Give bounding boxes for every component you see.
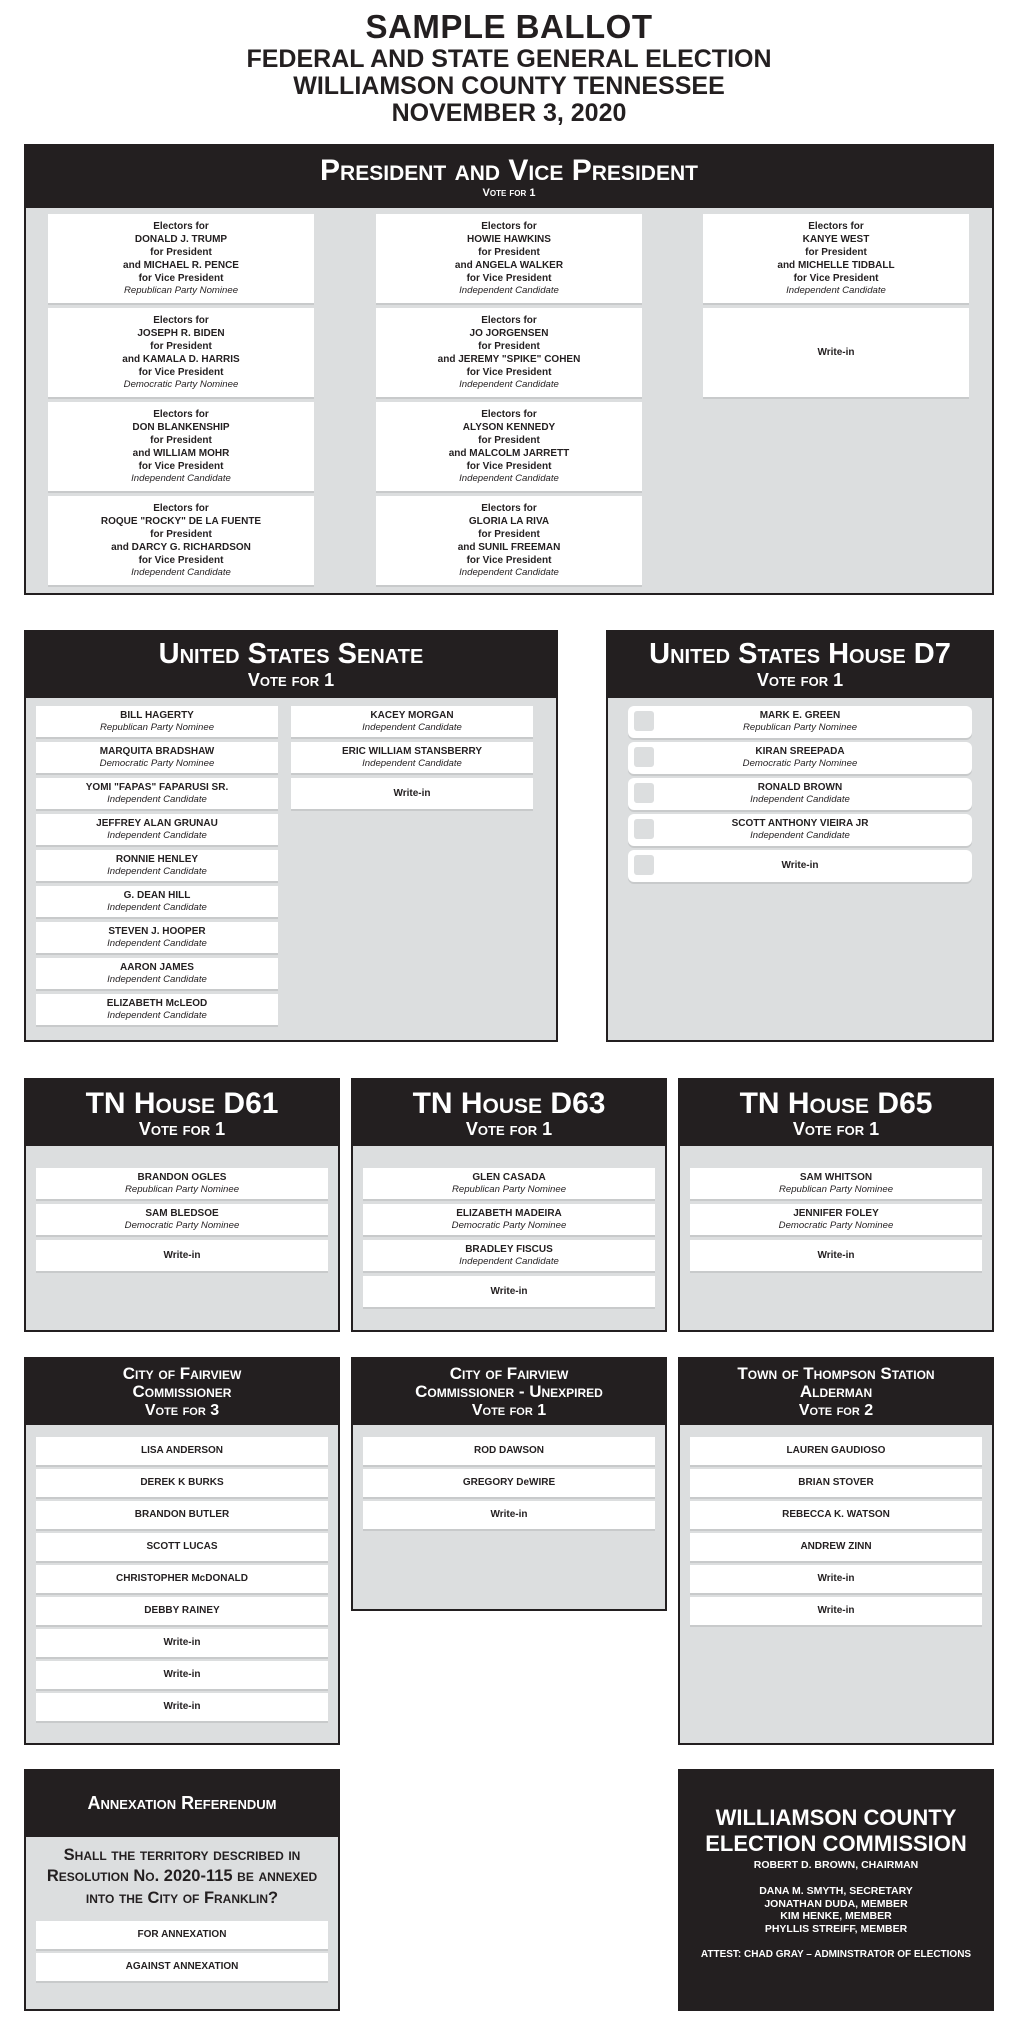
elector-line: for Vice President: [466, 272, 552, 284]
candidate-option[interactable]: [36, 1204, 328, 1235]
write-in-label: Write-in: [817, 1249, 855, 1261]
elector-option[interactable]: [703, 214, 969, 303]
house-d7-header: [608, 632, 992, 698]
elector-candidate-name: DONALD J. TRUMP: [134, 233, 228, 245]
thompson-title-2: Alderman: [799, 1382, 873, 1402]
thompson-station-race: [678, 1357, 994, 1745]
tn-d63-title: TN House D63: [412, 1086, 606, 1120]
candidate-name: DEREK K BURKS: [140, 1477, 224, 1489]
elector-line: for President: [150, 340, 212, 352]
candidate-option[interactable]: [36, 1565, 328, 1593]
elector-option[interactable]: [48, 308, 314, 397]
checkbox[interactable]: [634, 711, 654, 731]
referendum-option-label: AGAINST ANNEXATION: [125, 1961, 239, 1973]
candidate-party: Independent Candidate: [786, 284, 886, 296]
candidate-name: AARON JAMES: [120, 961, 194, 973]
fairview-comm-title-1: City of Fairview: [122, 1363, 242, 1383]
candidate-party: Independent Candidate: [107, 865, 207, 877]
commission-member: JONATHAN DUDA, MEMBER: [764, 1897, 908, 1910]
elector-line: Electors for: [481, 314, 537, 326]
write-in-label: Write-in: [163, 1701, 201, 1713]
elector-option[interactable]: [376, 214, 642, 303]
elector-line: Electors for: [481, 220, 537, 232]
write-in-option[interactable]: [703, 308, 969, 397]
candidate-name: GREGORY DeWIRE: [462, 1477, 556, 1489]
tn-d65-vote-for: Vote for 1: [792, 1118, 880, 1139]
write-in-label: Write-in: [163, 1637, 201, 1649]
candidate-option[interactable]: [36, 958, 278, 989]
fairview-unexpired-race: [351, 1357, 667, 1611]
write-in-option[interactable]: [690, 1597, 982, 1625]
candidate-name: G. DEAN HILL: [123, 889, 191, 901]
write-in-option[interactable]: [690, 1565, 982, 1593]
elector-line: for President: [150, 434, 212, 446]
elector-option[interactable]: [376, 308, 642, 397]
elector-line: Electors for: [481, 408, 537, 420]
write-in-option[interactable]: [36, 1240, 328, 1271]
elector-line: Electors for: [153, 408, 209, 420]
candidate-name: KIRAN SREEPADA: [755, 746, 845, 758]
elector-line: Electors for: [153, 314, 209, 326]
elector-line: Electors for: [481, 502, 537, 514]
house-d7-race: [606, 630, 994, 1042]
candidate-option[interactable]: [36, 742, 278, 773]
commission-member: PHYLLIS STREIFF, MEMBER: [764, 1923, 908, 1936]
candidate-party: Republican Party Nominee: [99, 721, 215, 733]
president-title: President and Vice President: [320, 154, 698, 188]
write-in-label: Write-in: [817, 1573, 855, 1585]
tn-house-d63-race: [351, 1078, 667, 1332]
candidate-party: Republican Party Nominee: [123, 284, 239, 296]
ballot-title: SAMPLE BALLOT: [365, 8, 653, 45]
checkbox[interactable]: [634, 783, 654, 803]
elector-line: Electors for: [808, 220, 864, 232]
candidate-name: BRADLEY FISCUS: [465, 1243, 553, 1255]
tn-d63-vote-for: Vote for 1: [465, 1118, 553, 1139]
candidate-name: REBECCA K. WATSON: [782, 1509, 890, 1521]
candidate-option[interactable]: [36, 1533, 328, 1561]
elector-candidate-name: KANYE WEST: [802, 233, 870, 245]
candidate-name: LAUREN GAUDIOSO: [786, 1445, 886, 1457]
tn-d63-header: [353, 1080, 665, 1146]
checkbox[interactable]: [634, 747, 654, 767]
fairview-unexp-header: [353, 1359, 665, 1425]
elector-line: Electors for: [153, 502, 209, 514]
candidate-option[interactable]: [291, 742, 533, 773]
commission-attest: ATTEST: CHAD GRAY – ADMINSTRATOR OF ELECTIONS: [700, 1948, 972, 1960]
candidate-party: Independent Candidate: [459, 566, 559, 578]
election-date: NOVEMBER 3, 2020: [391, 99, 627, 128]
senate-vote-for: Vote for 1: [247, 670, 335, 691]
candidate-option[interactable]: [36, 1501, 328, 1529]
commission-name-2: ELECTION COMMISSION: [705, 1831, 967, 1857]
candidate-party: Independent Candidate: [459, 284, 559, 296]
write-in-label: Write-in: [163, 1669, 201, 1681]
candidate-option[interactable]: [36, 814, 278, 845]
candidate-option[interactable]: [36, 1168, 328, 1199]
candidate-option[interactable]: [36, 778, 278, 809]
elector-line: and WILLIAM MOHR: [132, 447, 230, 459]
checkbox[interactable]: [634, 819, 654, 839]
candidate-party: Independent Candidate: [107, 937, 207, 949]
referendum-option-label: FOR ANNEXATION: [137, 1929, 227, 1941]
commission-member: KIM HENKE, MEMBER: [780, 1910, 892, 1923]
senate-race: [24, 630, 558, 1042]
candidate-party: Independent Candidate: [750, 830, 850, 842]
elector-line: for Vice President: [138, 366, 224, 378]
thompson-title-1: Town of Thompson Station: [737, 1363, 935, 1383]
write-in-label: Write-in: [490, 1285, 528, 1297]
fairview-unexp-title-2: Commissioner - Unexpired: [415, 1382, 603, 1402]
write-in-label: Write-in: [490, 1509, 528, 1521]
candidate-option[interactable]: [363, 1204, 655, 1235]
candidate-name: JEFFREY ALAN GRUNAU: [96, 817, 218, 829]
candidate-party: Democratic Party Nominee: [742, 758, 858, 770]
candidate-option[interactable]: [36, 1437, 328, 1465]
candidate-party: Independent Candidate: [107, 973, 207, 985]
write-in-option[interactable]: [363, 1501, 655, 1529]
candidate-party: Republican Party Nominee: [451, 1183, 567, 1195]
candidate-party: Democratic Party Nominee: [123, 378, 239, 390]
house-d7-title: United States House D7: [649, 638, 951, 671]
candidate-name: LISA ANDERSON: [140, 1445, 224, 1457]
write-in-option[interactable]: [36, 1661, 328, 1689]
fairview-comm-header: [26, 1359, 338, 1425]
write-in-option[interactable]: [36, 1693, 328, 1721]
fairview-comm-title-2: Commissioner: [132, 1382, 232, 1402]
tn-d61-header: [26, 1080, 338, 1146]
ballot-header: [0, 10, 1018, 126]
candidate-name: DEBBY RAINEY: [144, 1605, 220, 1617]
candidate-name: RONNIE HENLEY: [115, 853, 199, 865]
tn-d61-vote-for: Vote for 1: [138, 1118, 226, 1139]
elector-option[interactable]: [48, 402, 314, 491]
thompson-vote-for: Vote for 2: [798, 1401, 874, 1419]
checkbox[interactable]: [634, 855, 654, 875]
candidate-name: SCOTT ANTHONY VIEIRA JR: [731, 818, 869, 830]
tn-house-d65-race: [678, 1078, 994, 1332]
elector-candidate-name: ROQUE "ROCKY" DE LA FUENTE: [100, 515, 262, 527]
election-commission-box: [678, 1769, 994, 2011]
candidate-name: STEVEN J. HOOPER: [108, 925, 206, 937]
elector-candidate-name: GLORIA LA RIVA: [468, 515, 550, 527]
candidate-name: ERIC WILLIAM STANSBERRY: [342, 745, 482, 757]
candidate-name: SAM WHITSON: [799, 1171, 873, 1183]
election-name: FEDERAL AND STATE GENERAL ELECTION: [246, 44, 772, 73]
elector-line: and MICHELLE TIDBALL: [777, 259, 895, 271]
candidate-option[interactable]: [628, 706, 972, 738]
elector-candidate-name: JO JORGENSEN: [469, 327, 549, 339]
candidate-party: Republican Party Nominee: [778, 1183, 894, 1195]
candidate-option[interactable]: [690, 1469, 982, 1497]
fairview-unexp-title-1: City of Fairview: [449, 1363, 569, 1383]
elector-line: for President: [805, 246, 867, 258]
candidate-party: Democratic Party Nominee: [451, 1219, 567, 1231]
elector-line: for Vice President: [138, 460, 224, 472]
candidate-option[interactable]: [36, 886, 278, 917]
candidate-option[interactable]: [628, 814, 972, 846]
candidate-option[interactable]: [363, 1168, 655, 1199]
candidate-name: BRANDON BUTLER: [134, 1509, 230, 1521]
candidate-name: SAM BLEDSOE: [145, 1207, 219, 1219]
elector-candidate-name: JOSEPH R. BIDEN: [137, 327, 225, 339]
senate-header: [26, 632, 556, 698]
candidate-name: BILL HAGERTY: [120, 709, 194, 721]
elector-line: for Vice President: [138, 554, 224, 566]
candidate-party: Independent Candidate: [107, 793, 207, 805]
candidate-name: ANDREW ZINN: [800, 1541, 872, 1553]
elector-line: for President: [150, 528, 212, 540]
candidate-name: JENNIFER FOLEY: [793, 1207, 879, 1219]
candidate-option[interactable]: [628, 742, 972, 774]
elector-line: for Vice President: [466, 554, 552, 566]
candidate-party: Independent Candidate: [107, 901, 207, 913]
candidate-name: MARQUITA BRADSHAW: [99, 745, 215, 757]
candidate-party: Independent Candidate: [362, 757, 462, 769]
elector-line: for President: [478, 340, 540, 352]
candidate-option[interactable]: [690, 1533, 982, 1561]
candidate-party: Independent Candidate: [131, 472, 231, 484]
candidate-option[interactable]: [363, 1240, 655, 1271]
candidate-option[interactable]: [36, 922, 278, 953]
candidate-name: SCOTT LUCAS: [146, 1541, 218, 1553]
candidate-option[interactable]: [690, 1204, 982, 1235]
fairview-unexp-vote-for: Vote for 1: [471, 1401, 547, 1419]
elector-line: and SUNIL FREEMAN: [457, 541, 561, 553]
commission-chair: ROBERT D. BROWN, CHAIRMAN: [753, 1858, 919, 1871]
candidate-party: Independent Candidate: [131, 566, 231, 578]
candidate-option[interactable]: [363, 1437, 655, 1465]
elector-option[interactable]: [376, 496, 642, 585]
candidate-party: Independent Candidate: [750, 794, 850, 806]
candidate-name: BRANDON OGLES: [137, 1171, 227, 1183]
candidate-party: Independent Candidate: [107, 829, 207, 841]
tn-house-d61-race: [24, 1078, 340, 1332]
elector-option[interactable]: [376, 402, 642, 491]
commission-member: DANA M. SMYTH, SECRETARY: [759, 1884, 913, 1897]
elector-line: for President: [478, 246, 540, 258]
county-name: WILLIAMSON COUNTY TENNESSEE: [293, 71, 725, 100]
fairview-comm-vote-for: Vote for 3: [144, 1401, 220, 1419]
elector-line: for Vice President: [793, 272, 879, 284]
annexation-referendum: [24, 1769, 340, 2011]
candidate-name: RONALD BROWN: [757, 782, 843, 794]
write-in-label: Write-in: [817, 1605, 855, 1617]
write-in-option[interactable]: [291, 778, 533, 809]
referendum-option[interactable]: [36, 1921, 328, 1949]
candidate-option[interactable]: [690, 1501, 982, 1529]
elector-option[interactable]: [48, 496, 314, 585]
write-in-option[interactable]: [628, 850, 972, 882]
candidate-name: ELIZABETH MADEIRA: [456, 1207, 562, 1219]
candidate-option[interactable]: [36, 1597, 328, 1625]
elector-line: for Vice President: [138, 272, 224, 284]
house-d7-vote-for: Vote for 1: [756, 670, 844, 691]
president-vote-for: Vote for 1: [482, 187, 536, 200]
elector-candidate-name: DON BLANKENSHIP: [132, 421, 230, 433]
elector-line: and KAMALA D. HARRIS: [122, 353, 240, 365]
candidate-name: MARK E. GREEN: [759, 710, 841, 722]
candidate-name: ELIZABETH McLEOD: [106, 997, 208, 1009]
write-in-label: Write-in: [817, 346, 855, 358]
candidate-option[interactable]: [36, 850, 278, 881]
elector-line: and JEREMY "SPIKE" COHEN: [437, 353, 581, 365]
write-in-option[interactable]: [363, 1276, 655, 1307]
commission-members: [678, 1885, 994, 1936]
annexation-header: [26, 1771, 338, 1837]
candidate-party: Democratic Party Nominee: [124, 1219, 240, 1231]
write-in-label: Write-in: [393, 787, 431, 799]
thompson-header: [680, 1359, 992, 1425]
elector-line: for President: [478, 434, 540, 446]
tn-d61-title: TN House D61: [85, 1086, 279, 1120]
senate-title: United States Senate: [158, 638, 424, 671]
referendum-option[interactable]: [36, 1953, 328, 1981]
tn-d65-header: [680, 1080, 992, 1146]
candidate-name: CHRISTOPHER McDONALD: [115, 1573, 249, 1585]
candidate-option[interactable]: [628, 778, 972, 810]
write-in-label: Write-in: [781, 860, 819, 872]
elector-candidate-name: HOWIE HAWKINS: [467, 233, 551, 245]
candidate-option[interactable]: [690, 1168, 982, 1199]
elector-option[interactable]: [48, 214, 314, 303]
commission-name-1: WILLIAMSON COUNTY: [715, 1805, 957, 1830]
fairview-commissioner-race: [24, 1357, 340, 1745]
candidate-party: Independent Candidate: [459, 472, 559, 484]
candidate-name: YOMI "FAPAS" FAPARUSI SR.: [85, 781, 229, 793]
candidate-name: GLEN CASADA: [472, 1171, 546, 1183]
elector-line: and DARCY G. RICHARDSON: [111, 541, 251, 553]
candidate-option[interactable]: [36, 706, 278, 737]
president-header: [26, 146, 992, 208]
annexation-question: Shall the territory described in Resolution No. 2020-115 be annexed into the City of Franklin?: [46, 1846, 318, 1907]
write-in-option[interactable]: [36, 1629, 328, 1657]
candidate-party: Independent Candidate: [107, 1009, 207, 1021]
elector-line: and ANGELA WALKER: [454, 259, 564, 271]
candidate-party: Independent Candidate: [459, 1255, 559, 1267]
candidate-party: Democratic Party Nominee: [778, 1219, 894, 1231]
elector-line: for President: [478, 528, 540, 540]
write-in-option[interactable]: [690, 1240, 982, 1271]
elector-line: for Vice President: [466, 460, 552, 472]
elector-candidate-name: ALYSON KENNEDY: [462, 421, 556, 433]
elector-line: and MALCOLM JARRETT: [448, 447, 570, 459]
annexation-title: Annexation Referendum: [87, 1793, 277, 1814]
elector-line: for Vice President: [466, 366, 552, 378]
president-race: [24, 144, 994, 595]
candidate-name: KACEY MORGAN: [370, 709, 454, 721]
elector-line: Electors for: [153, 220, 209, 232]
candidate-party: Republican Party Nominee: [742, 722, 858, 734]
candidate-name: BRIAN STOVER: [798, 1477, 874, 1489]
write-in-label: Write-in: [163, 1249, 201, 1261]
candidate-option[interactable]: [291, 706, 533, 737]
candidate-name: ROD DAWSON: [474, 1445, 544, 1457]
candidate-option[interactable]: [36, 994, 278, 1025]
candidate-option[interactable]: [36, 1469, 328, 1497]
candidate-option[interactable]: [690, 1437, 982, 1465]
candidate-party: Republican Party Nominee: [124, 1183, 240, 1195]
elector-line: for President: [150, 246, 212, 258]
candidate-option[interactable]: [363, 1469, 655, 1497]
candidate-party: Democratic Party Nominee: [99, 757, 215, 769]
elector-line: and MICHAEL R. PENCE: [123, 259, 239, 271]
candidate-party: Independent Candidate: [362, 721, 462, 733]
tn-d65-title: TN House D65: [739, 1086, 933, 1120]
candidate-party: Independent Candidate: [459, 378, 559, 390]
